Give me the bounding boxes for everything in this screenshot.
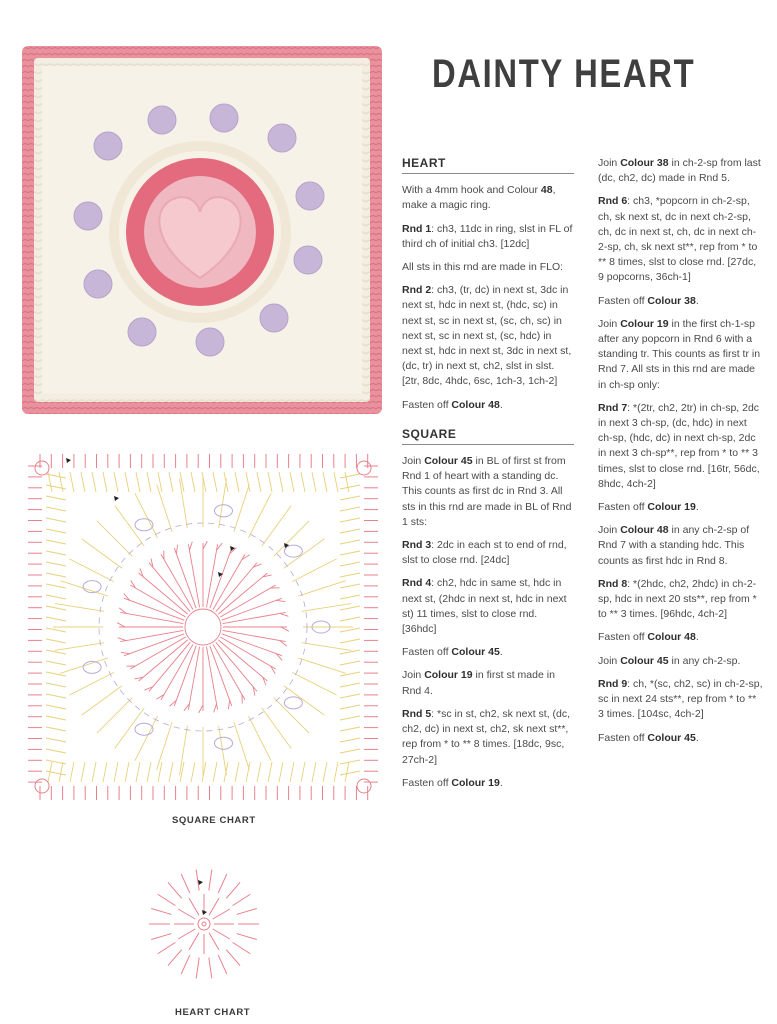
square-paragraph: Rnd 5: *sc in st, ch2, sk next st, (dc, ch2, dc) in next st, ch2, sk next st**, rep from * to ** 8 times. [18dc, 9sc, 27ch-2]: [402, 707, 571, 766]
square-continued-paragraph: Join Colour 19 in the first ch-1-sp after any popcorn in Rnd 6 with a standing tr. This counts as first tr in Rnd 7. All sts in this rnd are made in ch-sp only:: [598, 317, 761, 391]
heart-instructions: [402, 183, 574, 413]
square-chart-caption: SQUARE CHART: [172, 815, 256, 826]
square-continued-paragraph: Rnd 9: ch, *(sc, ch2, sc) in ch-2-sp, sc in next 24 sts**, rep from * to ** 3 times. [104sc, 4ch-2]: [598, 677, 763, 721]
heart-paragraph: With a 4mm hook and Colour 48, make a magic ring.: [402, 184, 556, 212]
square-paragraph: Fasten off Colour 45.: [402, 646, 503, 659]
square-continued-paragraph: Fasten off Colour 38.: [598, 294, 699, 307]
square-continued-paragraph: Join Colour 48 in any ch-2-sp of Rnd 7 with a standing hdc. This counts as first hdc in Rnd 8.: [598, 524, 750, 567]
square-paragraph: Join Colour 45 in BL of first st from Rnd 1 of heart with a standing dc. This counts as first dc in Rnd 3. All sts in this rnd are made in BL of Rnd 1 sts:: [402, 455, 572, 528]
square-paragraph: Join Colour 19 in first st made in Rnd 4.: [402, 669, 555, 697]
heart-paragraph: Rnd 1: ch3, 11dc in ring, slst in FL of third ch of initial ch3. [12dc]: [402, 222, 573, 250]
square-continued-paragraph: Join Colour 45 in any ch-2-sp.: [598, 654, 741, 667]
square-continued-paragraph: Fasten off Colour 48.: [598, 631, 699, 644]
heart-paragraph: Fasten off Colour 48.: [402, 398, 503, 411]
square-paragraph: Rnd 4: ch2, hdc in same st, hdc in next st, (2hdc in next st, hdc in next st) 11 times, slst to close rnd. [36hdc]: [402, 577, 567, 636]
heart-paragraph: Rnd 2: ch3, (tr, dc) in next st, 3dc in next st, hdc in next st, (hdc, sc) in next st, sc in next st, (sc, ch, sc) in next st, sc in next st, (sc, hdc) in next st, hdc in next st, 3dc in next st, (dc, tr) in next st, ch2, slst in slst. [2tr, 8dc, 4hdc, 6sc, 1ch-3, 1ch-2]: [402, 284, 572, 388]
square-chart: [22, 448, 384, 806]
instructions-column-1: [402, 156, 574, 799]
square-continued-paragraph: Rnd 6: ch3, *popcorn in ch-2-sp, ch, sk next st, dc in next ch-2-sp, ch, dc in next st, ch, dc in next ch-2-sp, ch, sk next st**, rep from * to ** 8 times, slst to close rnd. [27dc, 9 popcorns, 36ch-1]: [598, 195, 758, 284]
heart-chart-caption: HEART CHART: [175, 1007, 251, 1018]
square-heading: SQUARE: [402, 427, 574, 445]
finished-square-photo: [22, 46, 382, 414]
square-continued-paragraph: Join Colour 38 in ch-2-sp from last (dc, ch2, dc) made in Rnd 5.: [598, 157, 761, 185]
square-continued-paragraph: Rnd 8: *(2hdc, ch2, 2hdc) in ch-2-sp, hdc in next 20 sts**, rep from * to ** 3 times. [96hdc, 4ch-2]: [598, 577, 757, 621]
heart-chart: [142, 862, 266, 986]
heart-paragraph: All sts in this rnd are made in FLO:: [402, 261, 564, 274]
square-instructions: [402, 454, 574, 791]
heart-heading: HEART: [402, 156, 574, 174]
square-instructions-continued: [598, 156, 763, 746]
page-title: DAINTY HEART: [432, 52, 696, 96]
square-continued-paragraph: Rnd 7: *(2tr, ch2, 2tr) in ch-sp, 2dc in next 3 ch-sp, (dc, hdc) in next ch-sp, (hdc, dc) in next ch-sp, 2dc in next 3 ch-sp**, rep from * to ** 3 times, slst to close rnd. [16tr, 56dc, 8hdc, 4ch-2]: [598, 401, 760, 490]
instructions-column-2: [598, 156, 763, 754]
square-continued-paragraph: Fasten off Colour 45.: [598, 731, 699, 744]
square-paragraph: Fasten off Colour 19.: [402, 776, 503, 789]
square-paragraph: Rnd 3: 2dc in each st to end of rnd, slst to close rnd. [24dc]: [402, 539, 567, 567]
square-continued-paragraph: Fasten off Colour 19.: [598, 501, 699, 514]
